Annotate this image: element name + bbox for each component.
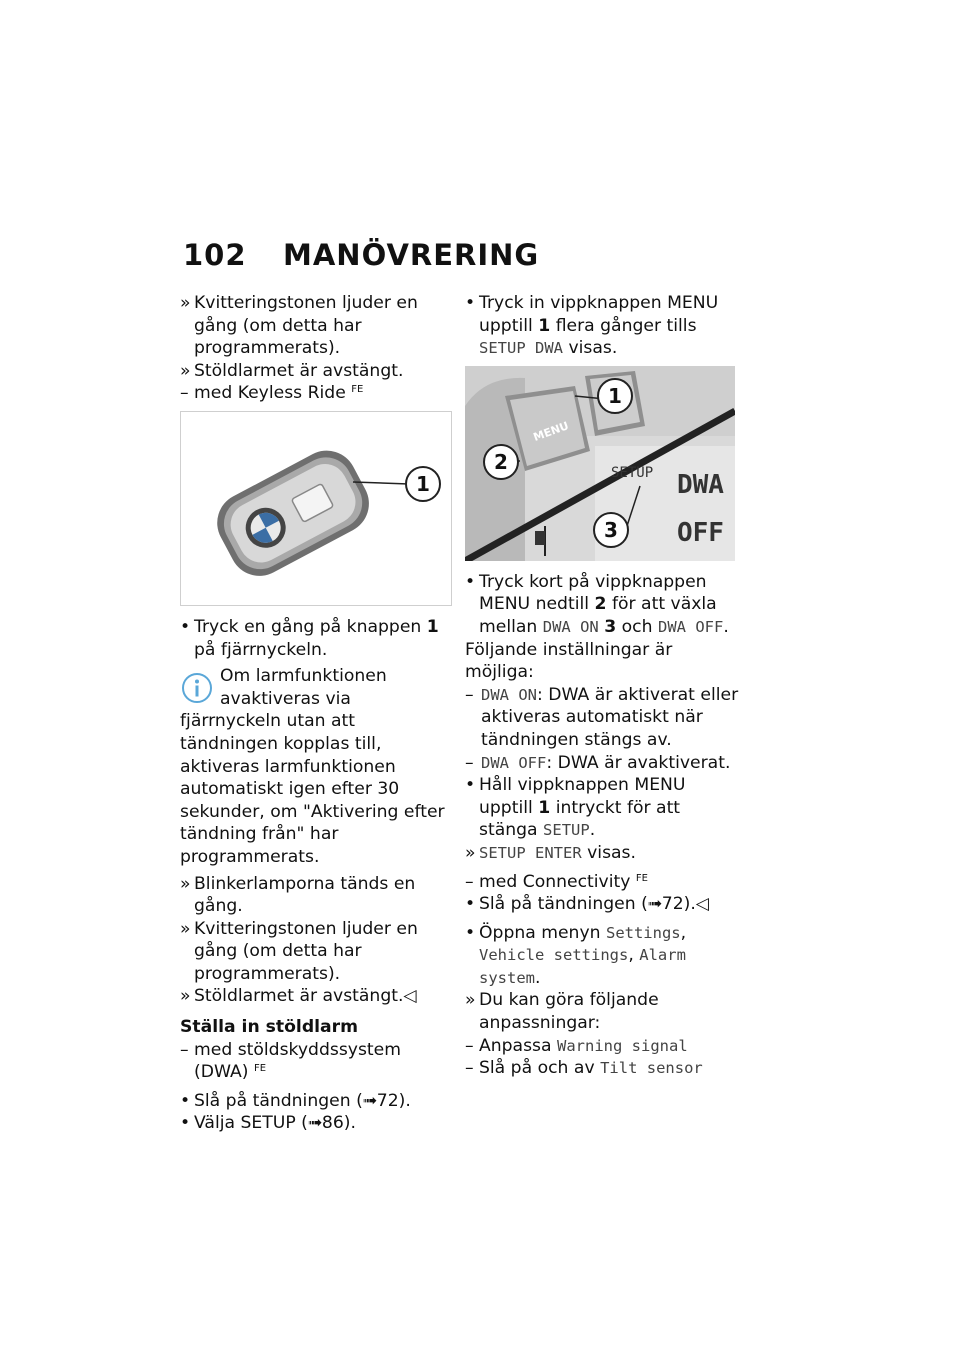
lcd-dwa: DWA	[677, 469, 724, 500]
step-item: • Tryck kort på vippknappen MENU nedtill 2 för att växla mellan DWA ON 3 och DWA OFF.	[465, 571, 729, 637]
end-triangle-icon: ◁	[403, 986, 417, 1007]
page-ref-arrow-icon: ➟	[647, 894, 663, 915]
step-item: • Välja SETUP (➟86).	[180, 1113, 356, 1134]
result-item: » Du kan göra följande anpassningar:	[465, 990, 659, 1034]
callout-2: 2	[483, 444, 519, 480]
step-item: • Tryck en gång på knappen 1 på fjärrnyckeln.	[180, 616, 439, 660]
end-triangle-icon: ◁	[695, 894, 710, 915]
body-text: Följande inställningar är möjliga:	[465, 639, 673, 683]
option-item: – Anpassa Warning signal	[465, 1035, 688, 1056]
step-item: • Håll vippknappen MENU upptill 1 intryckt för att stänga SETUP.	[465, 775, 686, 841]
section-heading: Ställa in stöldlarm	[180, 1017, 358, 1038]
result-item: » Stöldlarmet är avstängt.◁	[180, 986, 417, 1007]
info-note	[180, 665, 450, 868]
page-header	[183, 238, 539, 272]
lcd-setup: SETUP	[611, 464, 654, 481]
option-item: – Slå på och av Tilt sensor	[465, 1058, 703, 1079]
right-column	[465, 292, 743, 1080]
menu-switch-figure	[465, 366, 735, 561]
step-item: • Öppna menyn Settings, Vehicle settings, Alarm system.	[465, 922, 687, 988]
step-item: • Slå på tändningen (➟72).◁	[465, 894, 710, 915]
condition-item: – med stöldskyddssystem (DWA) $^{FE}$	[180, 1039, 401, 1083]
result-item: » SETUP ENTER visas.	[465, 842, 636, 863]
result-marker: »	[180, 360, 191, 381]
result-item: » Stöldlarmet är avstängt.	[180, 360, 404, 381]
condition-item: – med Keyless Ride $^{FE}$	[180, 383, 364, 404]
result-item: » Kvitteringstonen ljuder en gång (om detta har programmerats).	[180, 918, 418, 984]
result-item: » Kvitteringstonen ljuder en gång (om detta har programmerats).	[180, 293, 418, 359]
result-item: » Blinkerlamporna tänds en gång.	[180, 873, 416, 917]
menu-key-label: MENU	[531, 418, 571, 444]
callout-1: 1	[405, 466, 441, 502]
note-text: Om larmfunktionen avaktiveras via fjärrnyckeln utan att tändningen kopplas till, aktiveras larmfunktionen automatiskt igen efter 30 sekunder, om "Aktivering efter tändning från" har programmerats.	[180, 666, 445, 867]
page-ref-arrow-icon: ➟	[307, 1113, 323, 1134]
callout-3: 3	[593, 512, 629, 548]
result-marker: »	[180, 293, 191, 313]
option-item: – DWA ON: DWA är aktiverat eller aktiveras automatiskt när tändningen stängs av.	[465, 684, 739, 750]
callout-1: 1	[597, 378, 633, 414]
condition-item: – med Connectivity $^{FE}$	[465, 871, 648, 892]
remote-key-figure	[180, 411, 452, 606]
page-title: MANÖVRERING	[283, 238, 540, 272]
page-ref-arrow-icon: ➟	[362, 1090, 378, 1111]
info-icon	[180, 671, 214, 705]
step-item: • Slå på tändningen (➟72).	[180, 1090, 411, 1111]
page-number: 102	[183, 238, 247, 272]
lcd-off: OFF	[677, 517, 724, 548]
remote-key-illustration	[181, 412, 451, 605]
left-column	[180, 292, 450, 1135]
step-item: • Tryck in vippknappen MENU upptill 1 flera gånger tills SETUP DWA visas.	[465, 293, 719, 359]
option-item: – DWA OFF: DWA är avaktiverat.	[465, 752, 731, 773]
